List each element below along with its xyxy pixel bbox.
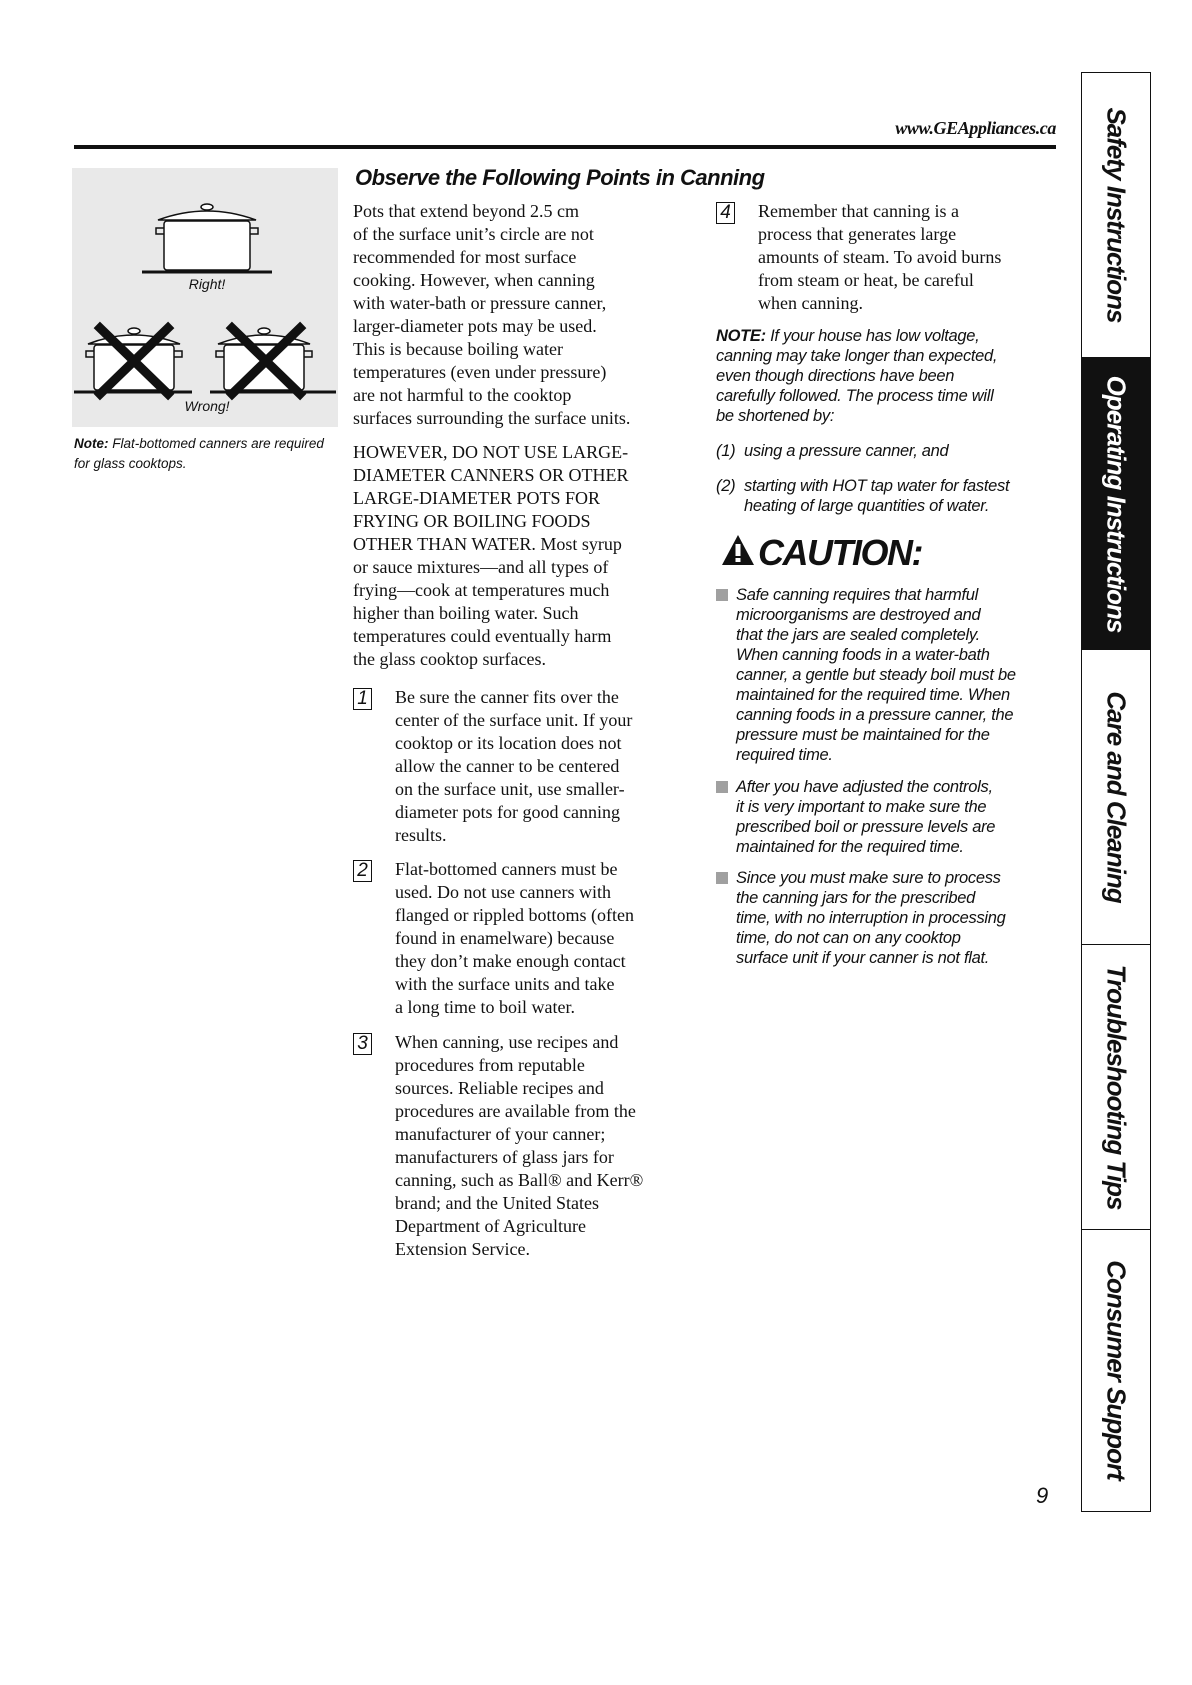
- bullet-line: time, do not can on any cooktop: [736, 929, 961, 947]
- bullet-line: When canning foods in a water-bath: [736, 646, 990, 664]
- intro-line: cooking. However, when canning: [353, 270, 595, 290]
- caution-heading: [720, 532, 922, 574]
- bullet-line: maintained for the required time. When: [736, 686, 1010, 704]
- right-label: Right!: [188, 276, 226, 292]
- note-label: NOTE:: [716, 327, 766, 345]
- figure-note-text: Flat-bottomed canners are required for glass cooktops.: [74, 436, 324, 471]
- list-marker: (1): [716, 442, 736, 460]
- point-line: manufacturer of your canner;: [395, 1124, 606, 1144]
- list-line: heating of large quantities of water.: [744, 497, 990, 515]
- point-line: procedures from reputable: [395, 1055, 585, 1075]
- tab-operating-instructions[interactable]: [1082, 358, 1150, 650]
- point-line: results.: [395, 825, 447, 845]
- tab-label: Operating Instructions: [1101, 375, 1132, 632]
- intro-line: of the surface unit’s circle are not: [353, 224, 594, 244]
- point-line: cooktop or its location does not: [395, 733, 622, 753]
- number-box: 3: [353, 1033, 372, 1055]
- bullet-line: After you have adjusted the controls,: [736, 778, 993, 796]
- warning-line: HOWEVER, DO NOT USE LARGE-: [353, 442, 629, 462]
- wrong-label: Wrong!: [184, 398, 230, 414]
- note-line: be shortened by:: [716, 407, 835, 425]
- page-number: 9: [1036, 1483, 1049, 1508]
- point-line: on the surface unit, use smaller-: [395, 779, 625, 799]
- tab-label: Safety Instructions: [1101, 107, 1132, 323]
- bullet-line: surface unit if your canner is not flat.: [736, 949, 990, 967]
- point-line: brand; and the United States: [395, 1193, 599, 1213]
- bullet-line: time, with no interruption in processing: [736, 909, 1006, 927]
- intro-line: This is because boiling water: [353, 339, 563, 359]
- warning-line: the glass cooktop surfaces.: [353, 649, 546, 669]
- number-box: 4: [716, 202, 735, 224]
- point-line: process that generates large: [758, 224, 957, 244]
- intro-line: surfaces surrounding the surface units.: [353, 408, 631, 428]
- tab-label: Troubleshooting Tips: [1101, 964, 1132, 1210]
- intro-line: temperatures (even under pressure): [353, 362, 607, 382]
- point-line: found in enamelware) because: [395, 928, 615, 948]
- point-line: diameter pots for good canning: [395, 802, 620, 822]
- correct-pot-icon: [142, 204, 272, 272]
- tab-label: Care and Cleaning: [1101, 691, 1132, 903]
- voltage-note: [716, 326, 1056, 426]
- warning-paragraph: [353, 441, 691, 671]
- point-line: a long time to boil water.: [395, 997, 575, 1017]
- tab-safety-instructions[interactable]: [1082, 73, 1150, 358]
- bullet-line: the canning jars for the prescribed: [736, 889, 975, 907]
- warning-line: temperatures could eventually harm: [353, 626, 612, 646]
- caution-text: CAUTION:: [758, 532, 922, 573]
- bullet-line: prescribed boil or pressure levels are: [736, 818, 996, 836]
- bullet-line: maintained for the required time.: [736, 838, 964, 856]
- bullet-line: Since you must make sure to process: [736, 869, 1001, 887]
- bullet-square-icon: [716, 872, 728, 884]
- header-rule: [74, 145, 1056, 149]
- warning-line: frying—cook at temperatures much: [353, 580, 610, 600]
- warning-line: or sauce mixtures—and all types of: [353, 557, 609, 577]
- bullet-square-icon: [716, 781, 728, 793]
- intro-paragraph: [353, 200, 691, 430]
- tab-consumer-support[interactable]: [1082, 1230, 1150, 1510]
- intro-line: Pots that extend beyond 2.5 cm: [353, 201, 579, 221]
- point-line: flanged or rippled bottoms (often: [395, 905, 634, 925]
- point-line: Remember that canning is a: [758, 201, 959, 221]
- point-line: from steam or heat, be careful: [758, 270, 974, 290]
- point-line: amounts of steam. To avoid burns: [758, 247, 1002, 267]
- note-line: canning may take longer than expected,: [716, 347, 998, 365]
- point-line: canning, such as Ball® and Kerr®: [395, 1170, 644, 1190]
- list-marker: (2): [716, 477, 736, 495]
- intro-line: recommended for most surface: [353, 247, 577, 267]
- bullet-line: canner, a gentle but steady boil must be: [736, 666, 1016, 684]
- bullet-square-icon: [716, 589, 728, 601]
- bullet-line: pressure must be maintained for the: [736, 726, 990, 744]
- canner-illustration: [72, 168, 338, 427]
- point-line: allow the canner to be centered: [395, 756, 620, 776]
- point-line: manufacturers of glass jars for: [395, 1147, 614, 1167]
- section-title: Observe the Following Points in Canning: [355, 165, 765, 190]
- intro-line: larger-diameter pots may be used.: [353, 316, 597, 336]
- list-line: starting with HOT tap water for fastest: [744, 477, 1010, 495]
- warning-line: LARGE-DIAMETER POTS FOR: [353, 488, 601, 508]
- point-line: Be sure the canner fits over the: [395, 687, 619, 707]
- warning-line: OTHER THAN WATER. Most syrup: [353, 534, 622, 554]
- intro-line: are not harmful to the cooktop: [353, 385, 572, 405]
- bullet-line: it is very important to make sure the: [736, 798, 987, 816]
- point-line: center of the surface unit. If your: [395, 710, 633, 730]
- figure-note-label: Note:: [74, 436, 109, 451]
- point-line: When canning, use recipes and: [395, 1032, 619, 1052]
- intro-line: with water-bath or pressure canner,: [353, 293, 607, 313]
- point-line: Extension Service.: [395, 1239, 530, 1259]
- note-list-item-2: [716, 476, 1056, 516]
- point-line: when canning.: [758, 293, 863, 313]
- point-line: used. Do not use canners with: [395, 882, 611, 902]
- point-line: procedures are available from the: [395, 1101, 636, 1121]
- tab-care-and-cleaning[interactable]: [1082, 650, 1150, 945]
- point-line: sources. Reliable recipes and: [395, 1078, 604, 1098]
- list-line: using a pressure canner, and: [744, 442, 949, 460]
- warning-line: FRYING OR BOILING FOODS: [353, 511, 591, 531]
- tab-label: Consumer Support: [1101, 1260, 1132, 1480]
- bullet-line: required time.: [736, 746, 833, 764]
- warning-triangle-icon: [720, 533, 756, 567]
- section-tabs: [1081, 72, 1151, 1512]
- site-url: www.GEAppliances.ca: [895, 118, 1056, 138]
- note-line: If your house has low voltage,: [765, 327, 980, 345]
- warning-line: higher than boiling water. Such: [353, 603, 579, 623]
- figure-note: [74, 434, 338, 474]
- canner-figure: [72, 168, 338, 427]
- point-line: Department of Agriculture: [395, 1216, 586, 1236]
- note-line: even though directions have been: [716, 367, 955, 385]
- point-line: they don’t make enough contact: [395, 951, 626, 971]
- bullet-line: Safe canning requires that harmful: [736, 586, 979, 604]
- warning-line: DIAMETER CANNERS OR OTHER: [353, 465, 629, 485]
- note-line: carefully followed. The process time will: [716, 387, 994, 405]
- tab-troubleshooting-tips[interactable]: [1082, 945, 1150, 1230]
- bullet-line: that the jars are sealed completely.: [736, 626, 980, 644]
- number-box: 1: [353, 688, 372, 710]
- point-line: with the surface units and take: [395, 974, 615, 994]
- point-line: Flat-bottomed canners must be: [395, 859, 618, 879]
- bullet-line: microorganisms are destroyed and: [736, 606, 981, 624]
- note-list-item-1: [716, 441, 1056, 461]
- number-box: 2: [353, 860, 372, 882]
- bullet-line: canning foods in a pressure canner, the: [736, 706, 1014, 724]
